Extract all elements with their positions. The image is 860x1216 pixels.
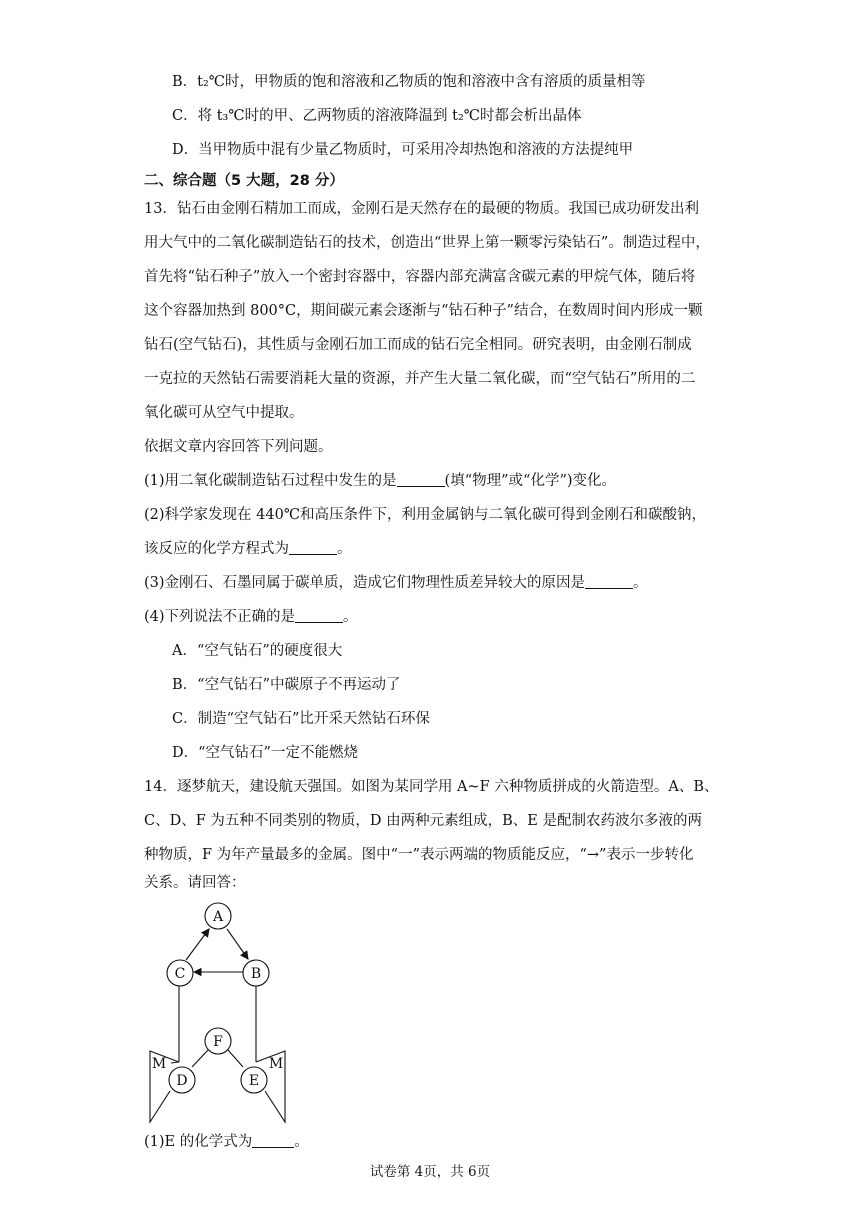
- line-f-e: [228, 1050, 243, 1067]
- q14-text-line: 14．逐梦航天，建设航天强国。如图为某同学用 A~F 六种物质拼成的火箭造型。A、B、: [144, 779, 719, 795]
- q12-option-b: B．t₂℃时，甲物质的饱和溶液和乙物质的饱和溶液中含有溶质的质量相等: [172, 74, 646, 90]
- rocket-diagram: [140, 896, 310, 1126]
- fin-label-left: M: [151, 1056, 167, 1072]
- q14-text-line: 关系。请回答：: [144, 875, 246, 891]
- node-b-label: B: [250, 966, 262, 982]
- q13-part-3: [144, 573, 648, 593]
- answer-blank[interactable]: [289, 540, 337, 555]
- node-a-label: A: [212, 909, 224, 925]
- section-title: 二、综合题（5 大题，28 分）: [144, 173, 344, 189]
- q14-text-line: 种物质，F 为年产量最多的金属。图中“一”表示两端的物质能反应，“→”表示一步转化: [144, 847, 694, 863]
- q13-intro: 依据文章内容回答下列问题。: [144, 439, 333, 455]
- q13-part-4-tail: 。: [343, 609, 358, 625]
- arrow-a-to-b: [227, 929, 248, 959]
- q13-option-c: C．制造“空气钻石”比开采天然钻石环保: [172, 711, 430, 727]
- q13-part-1: [144, 471, 616, 491]
- q13-part-2: [144, 539, 352, 559]
- q12-option-c: C．将 t₃℃时的甲、乙两物质的溶液降温到 t₂℃时都会析出晶体: [172, 108, 582, 124]
- q13-text-line: 首先将“钻石种子”放入一个密封容器中，容器内部充满富含碳元素的甲烷气体，随后将: [144, 269, 696, 285]
- q13-option-b: B．“空气钻石”中碳原子不再运动了: [172, 677, 401, 693]
- q13-part-2-tail: 。: [337, 541, 352, 557]
- answer-blank[interactable]: [252, 1133, 294, 1148]
- node-c-label: C: [174, 966, 186, 982]
- q13-part-3-text: (3)金刚石、石墨同属于碳单质，造成它们物理性质差异较大的原因是: [144, 575, 586, 591]
- q13-text-line: 用大气中的二氧化碳制造钻石的技术，创造出“世界上第一颗零污染钻石”。制造过程中，: [144, 235, 710, 251]
- answer-blank[interactable]: [397, 472, 445, 487]
- q13-part-1-tail: (填“物理”或“化学”)变化。: [444, 473, 617, 489]
- line-f-d: [192, 1050, 208, 1067]
- answer-blank[interactable]: [585, 574, 633, 589]
- q14-part-1: [144, 1132, 309, 1152]
- q13-text-line: 这个容器加热到 800°C，期间碳元素会逐渐与“钻石种子”结合，在数周时间内形成一颗: [144, 303, 703, 319]
- q13-text-line: 一克拉的天然钻石需要消耗大量的资源，并产生大量二氧化碳，而“空气钻石”所用的二: [144, 371, 696, 387]
- q13-part-4: [144, 607, 358, 627]
- q13-text-line: 钻石(空气钻石)，其性质与金刚石加工而成的钻石完全相同。研究表明，由金刚石制成: [144, 337, 692, 353]
- node-e-label: E: [248, 1073, 260, 1089]
- q14-text-line: C、D、F 为五种不同类别的物质，D 由两种元素组成，B、E 是配制农药波尔多液的两: [144, 813, 702, 829]
- q14-part-1-tail: 。: [294, 1134, 309, 1150]
- q13-part-2-text: 该反应的化学方程式为: [144, 541, 289, 557]
- q13-part-4-text: (4)下列说法不正确的是: [144, 609, 296, 625]
- q13-part-2-line1: (2)科学家发现在 440℃和高压条件下，利用金属钠与二氧化碳可得到金刚石和碳酸钠，: [144, 507, 707, 523]
- q13-text-line: 氧化碳可从空气中提取。: [144, 405, 304, 421]
- node-f-label: F: [213, 1034, 223, 1050]
- q13-option-a: A．“空气钻石”的硬度很大: [172, 643, 343, 659]
- q13-part-1-text: (1)用二氧化碳制造钻石过程中发生的是: [144, 473, 397, 489]
- q13-text-line: 13．钻石由金刚石精加工而成，金刚石是天然存在的最硬的物质。我国已成功研发出利: [144, 201, 699, 217]
- q12-option-d: D．当甲物质中混有少量乙物质时，可采用冷却热饱和溶液的方法提纯甲: [172, 142, 634, 158]
- q13-option-d: D．“空气钻石”一定不能燃烧: [172, 745, 358, 761]
- fin-label-right: M: [268, 1056, 284, 1072]
- node-d-label: D: [176, 1073, 188, 1089]
- q13-part-3-tail: 。: [633, 575, 648, 591]
- page-footer: 试卷第 4页，共 6页: [369, 1164, 491, 1180]
- arrow-c-to-a: [186, 929, 209, 960]
- q14-part-1-text: (1)E 的化学式为: [144, 1134, 253, 1150]
- answer-blank[interactable]: [295, 608, 343, 623]
